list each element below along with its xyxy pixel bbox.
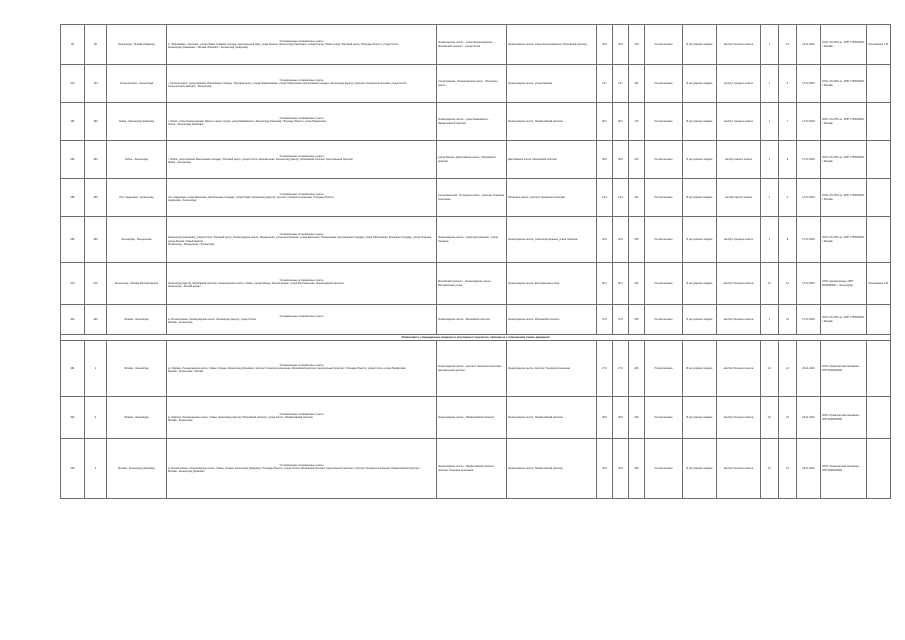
streets-forward-cell: Московский проспект - Ленинградское шоссе - Фестивальная улица (437, 263, 507, 305)
boarding-mode-cell: По расписанию (645, 397, 683, 439)
registry-number-cell: 180 (61, 103, 85, 141)
length-reverse-cell: 40,3 (613, 217, 629, 263)
count-cell: 14 (761, 341, 779, 397)
route-number-cell: 379 (85, 263, 107, 305)
length-reverse-cell: 24,7 (613, 65, 629, 103)
vehicle-class-cell: автобус большого класса (717, 305, 761, 335)
carrier-cell: ООО «ТК МТА-1», ИНН 7735000000, г. Москва (821, 103, 867, 141)
distance-cell: 215 (629, 305, 645, 335)
count-cell: 1 (761, 217, 779, 263)
table-row (61, 25, 891, 65)
table-row (61, 141, 891, 179)
stops-heading: Установленные остановочные пункты (279, 233, 324, 237)
stops-cell (167, 397, 437, 439)
length-reverse-cell: 27,0 (613, 341, 629, 397)
count-cell: 12 (761, 439, 779, 499)
stops-list: г. Солнечногорск, улица Красная, Вокзальная площадь, Торговый центр, улица Подмосковная, улица Набережная, Центральная площадь, Зеленоград (Центр), проспект Генерала Алексеева, улица Гоголя (168, 81, 407, 85)
distance-cell: 210 (629, 25, 645, 65)
carrier-cell: ООО «Транспортная компания», ИНН 5000000000 (821, 341, 867, 397)
stops-cell (167, 341, 437, 397)
registry-number-cell: 285 (61, 179, 85, 217)
distance-cell: 312 (629, 263, 645, 305)
extra-cell (867, 103, 891, 141)
boarding-mode-cell: По расписанию (645, 179, 683, 217)
quantity-cell: 12 (779, 439, 797, 499)
stops-heading: Установленные остановочные пункты (279, 412, 324, 416)
quantity-cell: 8 (779, 217, 797, 263)
date-cell: 26.11.2022 (797, 341, 821, 397)
stops-cell (167, 141, 437, 179)
count-cell: 12 (761, 263, 779, 305)
stops-list-secondary: Москва - Зеленоград (Крюково) (168, 470, 205, 474)
quantity-cell: 16 (779, 397, 797, 439)
route-number-cell: 180 (85, 103, 107, 141)
streets-reverse-cell: Ленинградское шоссе, Панфиловский проспект (507, 439, 597, 499)
stops-heading: Установленные остановочные пункты (279, 154, 324, 158)
vehicle-class-cell: автобус большого класса (717, 341, 761, 397)
length-forward-cell: 30,0 (597, 397, 613, 439)
route-name-cell: Зеленоград - Москва (Ховрино) (107, 25, 167, 65)
vehicle-class-cell: автобус большого класса (717, 25, 761, 65)
streets-reverse-cell: Дмитровское шоссе, Московский проспект (507, 141, 597, 179)
table-row (61, 439, 891, 499)
stops-list: м. Речной вокзал, Ленинградское шоссе, Химки, Сходня, Зеленоград (Крюково), Площадь Юности, улица Гоголя, Московский проспект, Центральный проспект, проспект Генерала Алексеева, Панфиловский проспект (168, 466, 420, 470)
stops-heading: Установленные остановочные пункты (279, 78, 324, 82)
quantity-cell: 16 (779, 305, 797, 335)
streets-forward-cell: Ленинградское шоссе - проспект Генерала Алексеева - Центральный проспект (437, 341, 507, 397)
streets-forward-cell: Ленинградское шоссе - улица Центральная - улица Гагарина (437, 217, 507, 263)
stops-heading: Установленные остановочные пункты (279, 116, 324, 120)
vehicle-class-cell: автобус среднего класса (717, 103, 761, 141)
date-cell: 17.07.2022 (797, 103, 821, 141)
length-forward-cell: 14,6 (597, 179, 613, 217)
carrier-cell: ООО «ТК МТА-1», ИНН 7735000000, г. Москва (821, 25, 867, 65)
stops-list-secondary: Москва - Зеленоград (168, 321, 193, 325)
length-forward-cell: 29,5 (597, 25, 613, 65)
streets-reverse-cell: Ленинградское шоссе, улица Зеленоградская, Московский проспект (507, 25, 597, 65)
stops-list-secondary: Солнечногорск (вокзал) - Зеленоград (168, 85, 212, 89)
distance-cell: 230 (629, 341, 645, 397)
length-reverse-cell: 29,5 (613, 25, 629, 65)
registry-number-cell: 124 (61, 65, 85, 103)
date-cell: 17.07.2022 (797, 141, 821, 179)
date-cell: 17.07.2022 (797, 263, 821, 305)
carrier-cell: ООО «Транспортная компания», ИНН 5000000000 (821, 439, 867, 499)
length-forward-cell: 24,7 (597, 65, 613, 103)
quantity-cell: 12 (779, 263, 797, 305)
route-number-cell: 400 (85, 305, 107, 335)
route-name-cell: Пос. Андреевка - Зеленоград (107, 179, 167, 217)
count-cell: 1 (761, 141, 779, 179)
route-number-cell: 3 (85, 439, 107, 499)
length-reverse-cell: 28,1 (613, 103, 629, 141)
stops-cell (167, 439, 437, 499)
extra-cell (867, 305, 891, 335)
route-name-cell: Москва - Зеленоград (107, 305, 167, 335)
stops-list: пос. Андреевка, улица Школьная, Центральная площадь, улица Новая, Зеленоград (Центр), проспект Генерала Алексеева, Площадь Юности (168, 195, 334, 199)
length-forward-cell: 35,6 (597, 141, 613, 179)
streets-reverse-cell: Ленинградское шоссе, Панфиловский проспект (507, 397, 597, 439)
streets-forward-cell: улица Школьная - Пятницкое шоссе - проспект Генерала Алексеева (437, 179, 507, 217)
vehicle-class-cell: автобус большого класса (717, 397, 761, 439)
distance-cell: 240 (629, 397, 645, 439)
stops-heading: Установленные остановочные пункты (279, 278, 324, 282)
streets-forward-cell: Ленинградское шоссе - Панфиловский проспект (437, 397, 507, 439)
length-forward-cell: 50,1 (597, 263, 613, 305)
route-name-cell: Химки - Зеленоград (Крюково) (107, 103, 167, 141)
streets-forward-cell: Ленинградское шоссе - Московский проспект (437, 305, 507, 335)
regularity-cell: В регулярном порядке (683, 439, 717, 499)
date-cell: 17.07.2022 (797, 65, 821, 103)
distance-cell: 176 (629, 103, 645, 141)
quantity-cell: 5 (779, 65, 797, 103)
regularity-cell: В регулярном порядке (683, 397, 717, 439)
route-name-cell: Лобня - Зеленоград (107, 141, 167, 179)
length-forward-cell: 40,3 (597, 217, 613, 263)
stops-list: м. Ховрино, Ленинградское шоссе, Химки, Сходня, Зеленоград (Крюково), проспект Генерала Алексеева, Московский проспект, Центральный проспект, Площадь Юности, улица Гоголя, улица Панфилова (168, 366, 406, 370)
streets-reverse-cell: Ленинградское шоссе, Фестивальная улица (507, 263, 597, 305)
count-cell: 1 (761, 103, 779, 141)
stops-cell (167, 263, 437, 305)
extra-cell (867, 439, 891, 499)
stops-heading: Установленные остановочные пункты (279, 463, 324, 467)
route-number-cell: 284 (85, 141, 107, 179)
vehicle-class-cell: автобус большого класса (717, 439, 761, 499)
stops-list-secondary: Зеленоград (Северная) - Москва (Ховрино) - Зеленоград (Северная) (168, 46, 248, 50)
extra-cell (867, 141, 891, 179)
stops-list-secondary: Зеленоград - Менделеево - Зеленоград (168, 242, 215, 246)
carrier-cell: ООО «ТК МТА-1», ИНН 7735000000, г. Москва (821, 217, 867, 263)
route-number-cell: 1 (85, 341, 107, 397)
distance-cell: 250 (629, 217, 645, 263)
carrier-cell: ООО «ТК МТА-1», ИНН 7735000000, г. Москва (821, 179, 867, 217)
date-cell: 17.07.2022 (797, 305, 821, 335)
distance-cell: 213 (629, 141, 645, 179)
count-cell: 1 (761, 25, 779, 65)
stops-heading: Установленные остановочные пункты (279, 192, 324, 196)
count-cell: 1 (761, 179, 779, 217)
route-name-cell: Зеленоград - Москва (Речной вокзал) (107, 263, 167, 305)
table-row (61, 179, 891, 217)
stops-cell (167, 103, 437, 141)
route-name-cell: Москва - Зеленоград (107, 397, 167, 439)
boarding-mode-cell: По расписанию (645, 65, 683, 103)
quantity-cell: 7 (779, 103, 797, 141)
boarding-mode-cell: По расписанию (645, 103, 683, 141)
extra-cell (867, 65, 891, 103)
vehicle-class-cell: автобус большого класса (717, 263, 761, 305)
streets-forward-cell: Ленинградское шоссе - Панфиловский проспект - проспект Генерала Алексеева (437, 439, 507, 499)
length-reverse-cell: 30,0 (613, 439, 629, 499)
quantity-cell: 6 (779, 141, 797, 179)
stops-list-secondary: Москва - Зеленоград - Москва (168, 370, 204, 374)
extra-cell (867, 217, 891, 263)
carrier-cell: ООО «ТК МТА-1», ИНН 7735000000, г. Москва (821, 141, 867, 179)
regularity-cell: В регулярном порядке (683, 25, 717, 65)
stops-cell (167, 25, 437, 65)
length-reverse-cell: 37,5 (613, 305, 629, 335)
streets-forward-cell: Ленинградское шоссе - улица Зеленоградская - Московский проспект - улица Гоголя (437, 25, 507, 65)
extra-cell: Приложение к ЗТ (867, 25, 891, 65)
extra-cell: Приложение к ЗТ (867, 263, 891, 305)
registry-number-cell: 379 (61, 263, 85, 305)
streets-reverse-cell: Ленинградское шоссе, улица Красная (507, 65, 597, 103)
date-cell: 26.11.2022 (797, 439, 821, 499)
stops-list-secondary: Андреевка - Зеленоград (168, 199, 197, 203)
section-title: Изменения в утвержденные маршруты регулярных перевозок, связанные с изменением схемы движения (61, 335, 891, 341)
registry-number-cell: 463 (61, 439, 85, 499)
streets-reverse-cell: Ленинградское шоссе, проспект Генерала Алексеева (507, 341, 597, 397)
quantity-cell: 10 (779, 25, 797, 65)
regularity-cell: В регулярном порядке (683, 305, 717, 335)
stops-list: ст. Фирсановка - Лесопарк, улица Новая, Главная площадь, Центральный парк, улица Ленина, Зеленоград (Северная), Старый город, Новая улица, Торговый центр, Площадь Юности, улица Гоголя (168, 42, 399, 46)
regularity-cell: В регулярном порядке (683, 263, 717, 305)
streets-reverse-cell: Ленинградское шоссе, Панфиловский проспект (507, 103, 597, 141)
regularity-cell: В регулярном порядке (683, 179, 717, 217)
stops-list: м. Речной вокзал, Ленинградское шоссе, Зеленоград (Центр), улица Гоголя (168, 317, 256, 321)
registry-number-cell: 400 (61, 305, 85, 335)
boarding-mode-cell: По расписанию (645, 141, 683, 179)
stops-list-secondary: Химки - Зеленоград (Крюково) (168, 123, 204, 127)
route-number-cell: 285 (85, 179, 107, 217)
count-cell: 1 (761, 305, 779, 335)
table-row (61, 217, 891, 263)
table-row (61, 263, 891, 305)
boarding-mode-cell: По расписанию (645, 25, 683, 65)
length-forward-cell: 27,0 (597, 341, 613, 397)
vehicle-class-cell: автобус среднего класса (717, 217, 761, 263)
stops-cell (167, 217, 437, 263)
route-name-cell: Солнечногорск - Зеленоград (107, 65, 167, 103)
stops-list: Зеленоград (Северная), улица Гоголя, Торговый центр, Ленинградское шоссе, Менделеево, улица Центральная, улица Школьная, Поликлиника, Центральная площадь, улица Набережная, Рыночная площадь, улица Гагарина, улица Ленина, Новый квартал (168, 236, 432, 243)
stops-list-secondary: Зеленоград - Речной вокзал (168, 285, 201, 289)
registry-number-cell: 286 (61, 217, 85, 263)
extra-cell (867, 397, 891, 439)
carrier-cell: ООО «ТК МТА-1», ИНН 7735000000, г. Москва (821, 65, 867, 103)
regularity-cell: В регулярном порядке (683, 341, 717, 397)
registry-number-cell: 462 (61, 397, 85, 439)
date-cell: 21.11.2022 (797, 25, 821, 65)
date-cell: 26.11.2022 (797, 397, 821, 439)
route-name-cell: Москва - Зеленоград (107, 341, 167, 397)
stops-cell (167, 65, 437, 103)
stops-list-secondary: Лобня - Зеленоград (168, 161, 192, 165)
table-body (61, 25, 891, 499)
route-name-cell: Москва - Зеленоград (Крюково) (107, 439, 167, 499)
quantity-cell: 14 (779, 341, 797, 397)
registry-number-cell: 90 (61, 25, 85, 65)
streets-forward-cell: улица Ленина - Дмитровское шоссе - Московский проспект (437, 141, 507, 179)
stops-heading: Установленные остановочные пункты (279, 39, 324, 43)
regularity-cell: В регулярном порядке (683, 141, 717, 179)
regularity-cell: В регулярном порядке (683, 65, 717, 103)
stops-list: Зеленоград (Центр), Московский проспект, Ленинградское шоссе, Химки, улица Победы, Речной вокзал, улица Фестивальная, Ленинградский проспект (168, 281, 345, 285)
stops-list: г. Лобня, улица Ленина, Вокзальная площадь, Торговый центр, улица Гоголя, Шереметьево, Зеленоград (Центр), Московский проспект, Центральный проспект (168, 157, 354, 161)
route-number-cell: 90 (85, 25, 107, 65)
route-registry-table (60, 24, 891, 499)
length-forward-cell: 37,5 (597, 305, 613, 335)
carrier-cell: ООО «Транспортная компания», ИНН 5000000000 (821, 397, 867, 439)
table-row (61, 103, 891, 141)
vehicle-class-cell: автобус среднего класса (717, 65, 761, 103)
route-name-cell: Зеленоград - Менделеево (107, 217, 167, 263)
distance-cell: 240 (629, 439, 645, 499)
route-number-cell: 286 (85, 217, 107, 263)
count-cell: 16 (761, 397, 779, 439)
vehicle-class-cell: автобус малого класса (717, 141, 761, 179)
streets-forward-cell: улица Красная - Ленинградское шоссе - Пятницкое шоссе (437, 65, 507, 103)
stops-heading: Установленные остановочные пункты (279, 314, 324, 318)
table-row (61, 397, 891, 439)
table-row (61, 341, 891, 397)
boarding-mode-cell: По расписанию (645, 263, 683, 305)
length-reverse-cell: 14,6 (613, 179, 629, 217)
stops-list-secondary: Москва - Зеленоград (168, 419, 193, 423)
registry-number-cell: 461 (61, 341, 85, 397)
distance-cell: 151 (629, 65, 645, 103)
length-forward-cell: 30,0 (597, 439, 613, 499)
stops-list: г. Химки, улица Ленинградская, Вокзал, Центр города, улица Маяковского, Зеленоград (Крюково), Площадь Юности, улица Панфилова (168, 119, 326, 123)
regularity-cell: В регулярном порядке (683, 103, 717, 141)
length-reverse-cell: 35,6 (613, 141, 629, 179)
route-number-cell: 2 (85, 397, 107, 439)
quantity-cell: 4 (779, 179, 797, 217)
stops-cell (167, 179, 437, 217)
streets-reverse-cell: Ленинградское шоссе, улица Центральная, улица Гагарина (507, 217, 597, 263)
boarding-mode-cell: По расписанию (645, 217, 683, 263)
streets-forward-cell: Ленинградское шоссе - улица Маяковского - Панфиловский проспект (437, 103, 507, 141)
carrier-cell: ООО «ТК МТА-1», ИНН 7735000000, г. Москва (821, 305, 867, 335)
registry-number-cell: 284 (61, 141, 85, 179)
table-row (61, 65, 891, 103)
route-number-cell: 124 (85, 65, 107, 103)
carrier-cell: ООО «Автоколонна», ИНН 5000000000, г. Зеленоград (821, 263, 867, 305)
stops-heading: Установленные остановочные пункты (279, 363, 324, 367)
boarding-mode-cell: По расписанию (645, 305, 683, 335)
regularity-cell: В регулярном порядке (683, 217, 717, 263)
extra-cell (867, 341, 891, 397)
table-row (61, 305, 891, 335)
date-cell: 17.07.2022 (797, 179, 821, 217)
streets-reverse-cell: Ленинградское шоссе, Московский проспект (507, 305, 597, 335)
length-reverse-cell: 50,1 (613, 263, 629, 305)
length-reverse-cell: 30,0 (613, 397, 629, 439)
date-cell: 17.07.2022 (797, 217, 821, 263)
distance-cell: 131 (629, 179, 645, 217)
stops-list: м. Ховрино, Ленинградское шоссе, Химки, Зеленоград (Центр), Московский проспект, улица Гоголя, Панфиловский проспект (168, 415, 314, 419)
streets-reverse-cell: Пятницкое шоссе, проспект Генерала Алексеева (507, 179, 597, 217)
stops-cell (167, 305, 437, 335)
vehicle-class-cell: автобус малого класса (717, 179, 761, 217)
count-cell: 1 (761, 65, 779, 103)
extra-cell (867, 179, 891, 217)
boarding-mode-cell: По расписанию (645, 439, 683, 499)
boarding-mode-cell: По расписанию (645, 341, 683, 397)
length-forward-cell: 28,1 (597, 103, 613, 141)
